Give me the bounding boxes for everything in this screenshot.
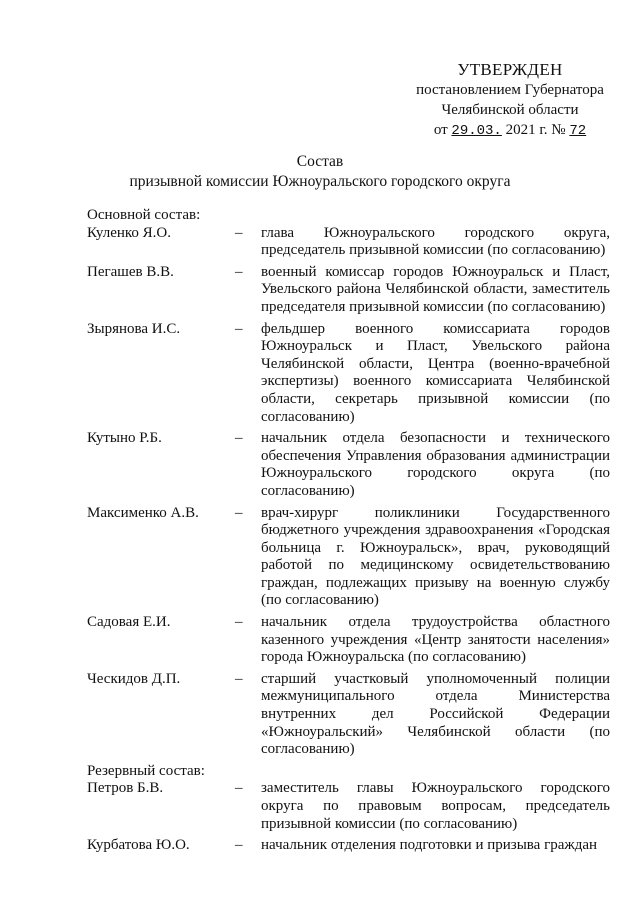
member-name: Ческидов Д.П. — [87, 670, 181, 687]
date-value: 29.03. — [451, 123, 502, 139]
member-dash: – — [235, 837, 243, 854]
document-title — [0, 152, 640, 192]
member-position: глава Южноуральского городского округа, председатель призывной комиссии (по согласованию) — [261, 224, 610, 259]
member-position: фельдшер военного комиссариата городов Южноуральск и Пласт, Увельского района Челябинской области, Центра (военно-врачебной экспертизы) военного комиссариата Челябинской области, секретарь призывной комиссии (по согласованию) — [261, 320, 610, 425]
member-row — [87, 321, 610, 427]
member-row — [87, 430, 610, 500]
approval-heading: УТВЕРЖДЕН — [457, 60, 563, 79]
member-row — [87, 225, 610, 260]
member-position: начальник отдела безопасности и технического обеспечения Управления образования администрации Южноуральского городского округа (по согласованию) — [261, 430, 610, 499]
decree-number: 72 — [569, 123, 587, 139]
approval-stamp — [400, 60, 620, 141]
member-position: начальник отдела трудоустройства областного казенного учреждения «Центр занятости населения» города Южноуральска (по согласованию) — [261, 614, 610, 666]
member-row — [87, 837, 610, 855]
member-row — [87, 505, 610, 611]
member-dash: – — [235, 430, 243, 447]
member-position: врач-хирург поликлиники Государственного бюджетного учреждения здравоохранения «Городская больница г. Южноуральск», врач, руководящий работой по медицинскому освидетельствованию граждан, подлежащих призыву на военную службу (по согласованию) — [261, 504, 610, 609]
title-line-2: призывной комиссии Южноуральского городского округа — [129, 173, 511, 190]
member-name: Петров Б.В. — [87, 780, 164, 797]
member-dash: – — [235, 504, 243, 521]
main-section-label: Основной состав: — [87, 207, 201, 223]
approval-line-1: постановлением Губернатора — [416, 82, 604, 98]
member-position: заместитель главы Южноуральского городского округа по правовым вопросам, председатель призывной комиссии (по согласованию) — [261, 780, 610, 832]
member-dash: – — [235, 780, 243, 797]
member-name: Куленко Я.О. — [87, 224, 172, 241]
member-row — [87, 671, 610, 759]
member-row — [87, 780, 610, 833]
member-name: Кутыно Р.Б. — [87, 430, 162, 447]
member-name: Зырянова И.С. — [87, 320, 181, 337]
member-dash: – — [235, 614, 243, 631]
title-line-1: Состав — [296, 153, 344, 170]
member-dash: – — [235, 670, 243, 687]
reserve-section-label: Резервный состав: — [87, 762, 205, 779]
member-name: Пегашев В.В. — [87, 263, 174, 280]
commission-list — [87, 207, 610, 859]
member-name: Садовая Е.И. — [87, 614, 171, 631]
member-name: Курбатова Ю.О. — [87, 837, 190, 854]
member-dash: – — [235, 224, 243, 241]
member-row — [87, 614, 610, 667]
member-name: Максименко А.В. — [87, 504, 199, 521]
member-dash: – — [235, 320, 243, 337]
date-year: 2021 г. № — [505, 122, 566, 138]
member-position: начальник отделения подготовки и призыва граждан — [261, 837, 598, 854]
member-row — [87, 264, 610, 317]
member-dash: – — [235, 263, 243, 280]
approval-line-2: Челябинской области — [441, 102, 579, 118]
member-position: старший участковый уполномоченный полиции межмуниципального отдела Министерства внутренних дел Российской Федерации «Южноуральский» Челябинской области (по согласованию) — [261, 670, 610, 758]
member-position: военный комиссар городов Южноуральск и Пласт, Увельского района Челябинской области, заместитель председателя призывной комиссии (по согласованию) — [261, 263, 610, 315]
approval-date-line — [400, 120, 620, 141]
date-prefix: от — [433, 122, 448, 138]
